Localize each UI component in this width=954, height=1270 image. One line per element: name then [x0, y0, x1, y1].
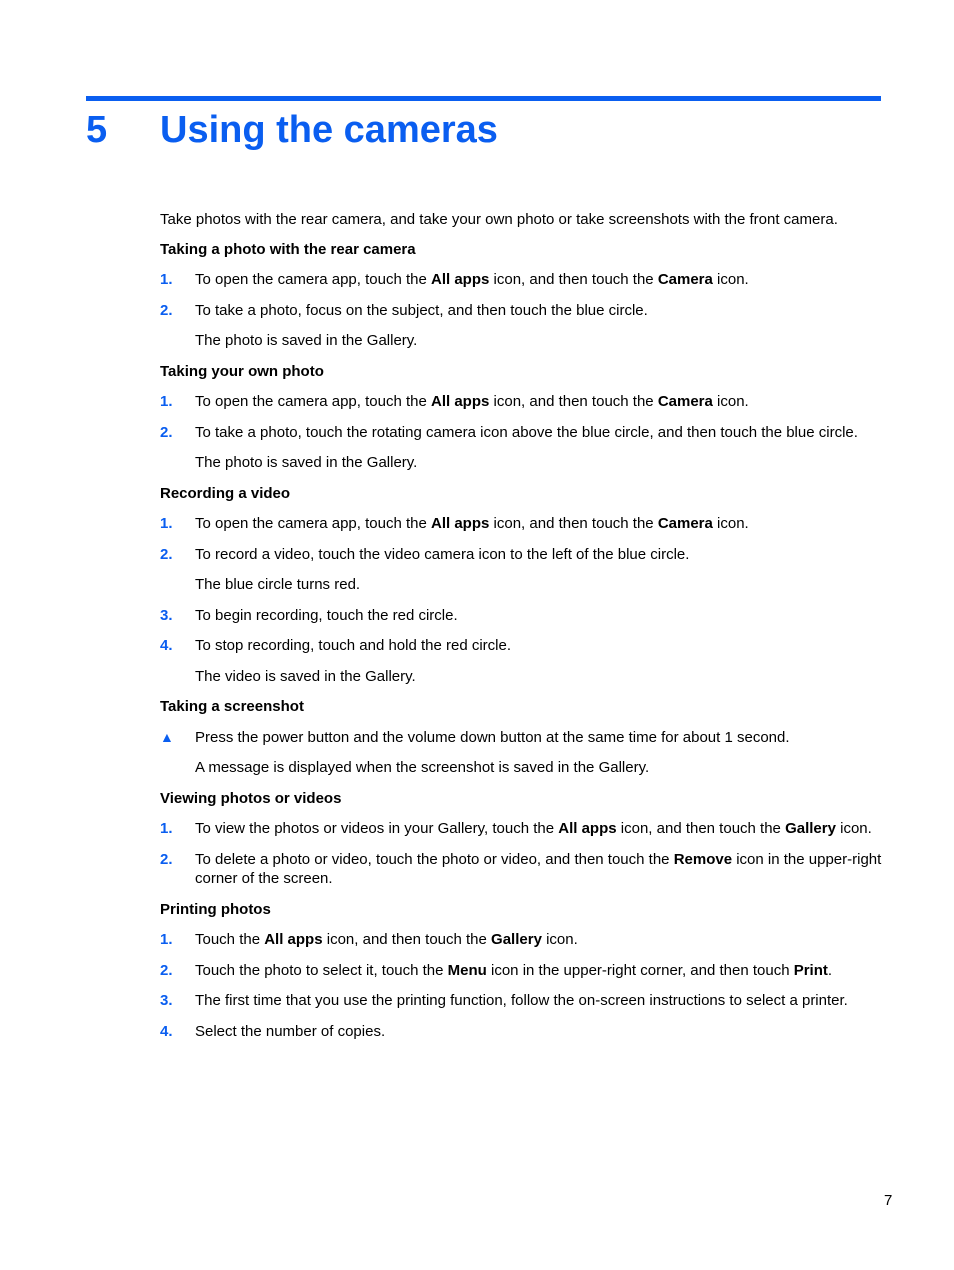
ui-term: Remove: [673, 850, 733, 868]
section-heading: Viewing photos or videos: [160, 789, 342, 807]
text-run: icon.: [712, 393, 749, 410]
triangle-bullet-icon: ▲: [160, 728, 174, 745]
ui-term: All apps: [264, 931, 323, 948]
step-number: 1.: [160, 393, 173, 410]
chapter-number: 5: [86, 108, 108, 151]
step-result-note: The blue circle turns red.: [195, 576, 361, 593]
section-heading: Printing photos: [160, 900, 271, 918]
section-heading: Taking a screenshot: [160, 698, 304, 715]
step-text: [195, 392, 882, 412]
text-run: Touch the photo to select it, touch the: [195, 961, 448, 979]
list-item: [160, 930, 882, 950]
step-number: 1.: [160, 820, 173, 837]
list-item: [160, 301, 882, 321]
step-result-note: A message is displayed when the screenshot is saved in the Gallery.: [195, 759, 650, 776]
step-text: [195, 728, 882, 748]
ui-term: All apps: [431, 515, 490, 532]
ui-term: Camera: [657, 271, 713, 288]
list-item: [160, 850, 882, 889]
ui-term: Menu: [447, 961, 487, 979]
text-run: icon.: [712, 515, 749, 532]
text-run: The first time that you use the printing function, follow the on-screen instructions to select a printer.: [195, 992, 848, 1009]
page-content: [160, 210, 882, 1052]
page-number: 7: [884, 1192, 893, 1209]
chapter-title: Using the cameras: [160, 108, 498, 151]
step-number: 1.: [160, 271, 173, 288]
text-run: icon, and then touch the: [489, 393, 658, 410]
text-run: icon, and then touch the: [322, 931, 492, 948]
text-run: icon, and then touch the: [489, 271, 658, 288]
step-number: 1.: [160, 931, 173, 948]
text-run: .: [827, 961, 833, 979]
text-run: To view the photos or videos in your Gallery, touch the: [195, 820, 559, 837]
step-number: 4.: [160, 637, 173, 654]
step-number: 2.: [160, 301, 173, 319]
sections-container: [160, 240, 882, 1042]
text-run: To open the camera app, touch the: [195, 393, 431, 410]
text-run: To take a photo, focus on the subject, and then touch the blue circle.: [195, 301, 648, 319]
text-run: To record a video, touch the video camera icon to the left of the blue circle.: [195, 545, 690, 563]
text-run: Select the number of copies.: [195, 1022, 386, 1040]
text-run: icon in the upper-right corner of the screen.: [195, 850, 882, 887]
step-text: [195, 991, 882, 1011]
text-run: icon.: [835, 820, 872, 837]
step-text: [195, 961, 882, 981]
ui-term: Camera: [657, 393, 713, 410]
step-number: 2.: [160, 545, 173, 563]
ui-term: Gallery: [785, 820, 836, 837]
section-heading: Taking a photo with the rear camera: [160, 240, 416, 258]
text-run: icon, and then touch the: [616, 820, 786, 837]
ui-term: All apps: [431, 393, 490, 410]
text-run: To delete a photo or video, touch the photo or video, and then touch the: [195, 850, 674, 868]
step-text: [195, 636, 882, 656]
ui-term: Gallery: [491, 931, 542, 948]
ui-term: Camera: [657, 515, 713, 532]
text-run: icon, and then touch the: [489, 515, 658, 532]
list-item: [160, 728, 882, 748]
step-number: 1.: [160, 515, 173, 532]
text-run: To begin recording, touch the red circle.: [195, 606, 458, 624]
text-run: icon.: [712, 271, 749, 288]
step-number: 3.: [160, 992, 173, 1009]
list-item: [160, 392, 882, 412]
list-item: [160, 819, 882, 839]
text-run: To open the camera app, touch the: [195, 271, 431, 288]
text-run: Press the power button and the volume down button at the same time for about 1 second.: [195, 728, 790, 746]
step-text: [195, 545, 882, 565]
intro-paragraph: Take photos with the rear camera, and take your own photo or take screenshots with the front camera.: [160, 211, 838, 228]
step-text: [195, 514, 882, 534]
text-run: To open the camera app, touch the: [195, 515, 431, 532]
step-number: 2.: [160, 850, 173, 868]
text-run: icon.: [541, 931, 578, 948]
list-item: [160, 423, 882, 443]
text-run: To stop recording, touch and hold the red circle.: [195, 637, 512, 654]
step-result-note: The photo is saved in the Gallery.: [195, 454, 418, 471]
list-item: [160, 1022, 882, 1042]
chapter-rule: [86, 96, 881, 101]
chapter-heading: [86, 104, 498, 156]
step-number: 4.: [160, 1022, 173, 1040]
step-number: 2.: [160, 423, 173, 441]
step-text: [195, 606, 882, 626]
list-item: [160, 961, 882, 981]
list-item: [160, 270, 882, 290]
text-run: To take a photo, touch the rotating camera icon above the blue circle, and then touch the blue circle.: [195, 423, 858, 441]
list-item: [160, 991, 882, 1011]
list-item: [160, 606, 882, 626]
section-heading: Taking your own photo: [160, 362, 324, 380]
step-result-note: The photo is saved in the Gallery.: [195, 332, 418, 349]
list-item: [160, 636, 882, 656]
step-text: [195, 930, 882, 950]
step-number: 2.: [160, 961, 173, 979]
text-run: Touch the: [195, 931, 265, 948]
ui-term: All apps: [558, 820, 617, 837]
text-run: icon in the upper-right corner, and then touch: [486, 961, 794, 979]
step-result-note: The video is saved in the Gallery.: [195, 667, 416, 685]
step-text: [195, 819, 882, 839]
section-heading: Recording a video: [160, 484, 291, 502]
step-text: [195, 423, 882, 443]
step-text: [195, 1022, 882, 1042]
step-text: [195, 270, 882, 290]
step-text: [195, 301, 882, 321]
step-number: 3.: [160, 606, 173, 624]
list-item: [160, 514, 882, 534]
ui-term: Print: [793, 961, 828, 979]
list-item: [160, 545, 882, 565]
ui-term: All apps: [431, 271, 490, 288]
step-text: [195, 850, 882, 889]
